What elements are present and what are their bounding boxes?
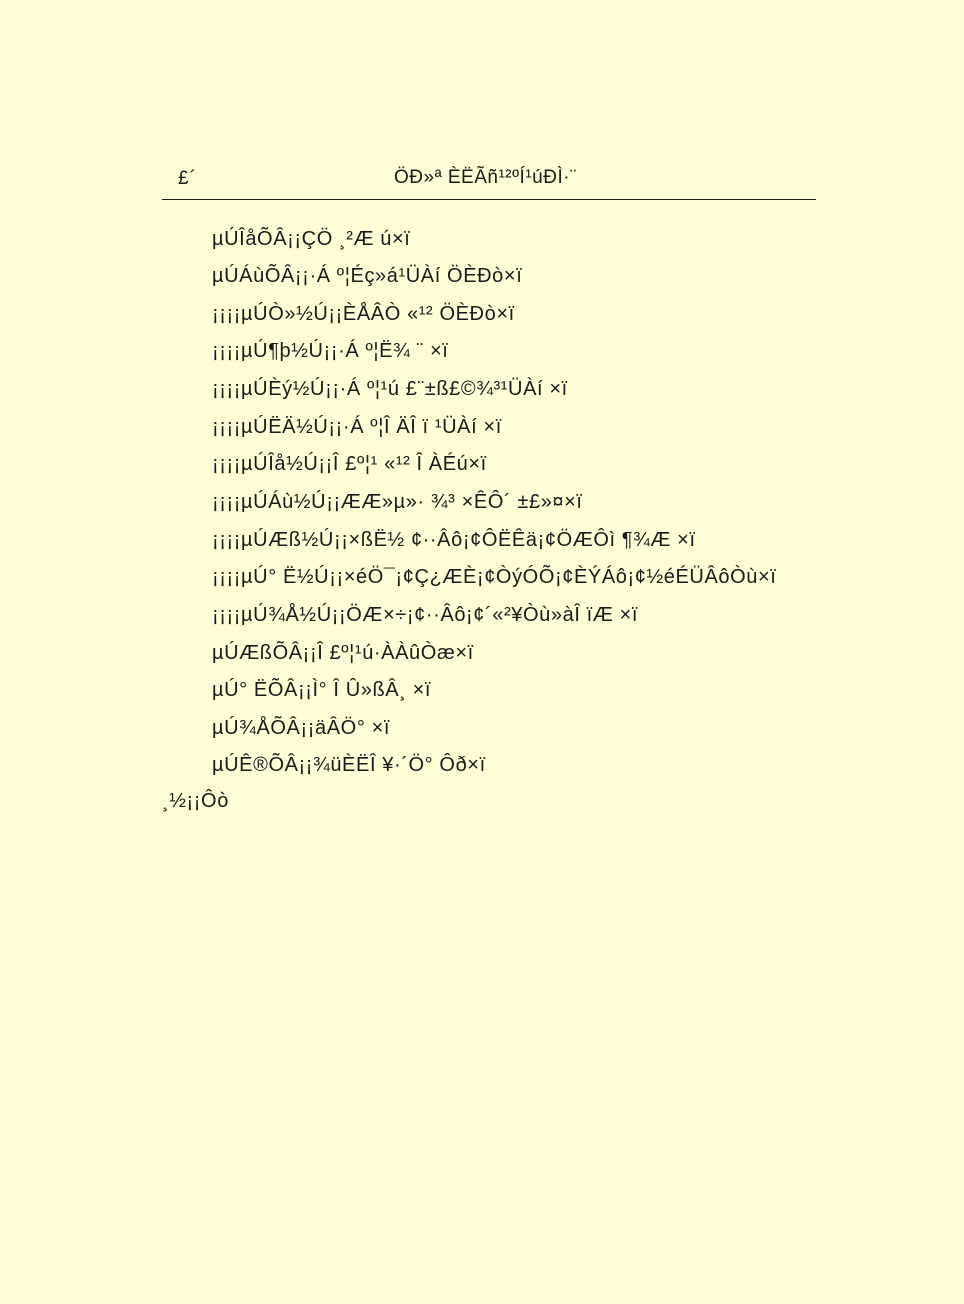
toc-chapter-5: µÚÎåÕÂ¡¡ÇÖ ¸²Æ ú×ï — [212, 228, 411, 250]
toc-chapter-10: µÚÊ®ÕÂ¡¡¾üÈËÎ ¥·´Ö° Ôð×ï — [212, 754, 486, 776]
toc-section-5: ¡¡¡¡µÚÎå½Ú¡¡Î £º¦¹ «¹² Î ÀÉú×ï — [212, 453, 487, 475]
toc-section-2: ¡¡¡¡µÚ¶þ½Ú¡¡·Á º¦Ë¾ ¨ ×ï — [212, 340, 449, 362]
toc-chapter-6: µÚÁùÕÂ¡¡·Á º¦Éç»á¹ÜÀí ÖÈÐò×ï — [212, 265, 523, 287]
toc-section-7: ¡¡¡¡µÚÆß½Ú¡¡×ßË½ ¢··Âô¡¢ÔËÊä¡¢ÖÆÔì ¶¾Æ ×ï — [212, 529, 696, 551]
header-rule — [162, 199, 816, 200]
toc-section-8: ¡¡¡¡µÚ° Ë½Ú¡¡×éÖ¯¡¢Ç¿ÆÈ¡¢ÒýÓÕ¡¢ÈÝÁô¡¢½éÉÜÂôÒù×ï — [212, 566, 777, 588]
toc-supplementary-provisions: ¸½¡¡Ôò — [162, 790, 229, 812]
toc-section-9: ¡¡¡¡µÚ¾Å½Ú¡¡ÖÆ×÷¡¢··Âô¡¢´«²¥Òù»àÎ ïÆ ×ï — [212, 604, 638, 626]
toc-section-1: ¡¡¡¡µÚÒ»½Ú¡¡ÈÅÂÒ «¹² ÖÈÐò×ï — [212, 303, 515, 325]
toc-chapter-9: µÚ¾ÅÕÂ¡¡äÂÖ° ×ï — [212, 717, 391, 739]
toc-section-6: ¡¡¡¡µÚÁù½Ú¡¡ÆÆ»µ»· ¾³ ×ÊÔ´ ±£»¤×ï — [212, 491, 583, 513]
running-title: ÖÐ»ª ÈËÃñ¹²ºÍ¹úÐÌ·¨ — [394, 167, 577, 188]
toc-chapter-8: µÚ° ËÕÂ¡¡Ì° Î Û»ßÂ¸ ×ï — [212, 679, 432, 701]
toc-section-4: ¡¡¡¡µÚËÄ½Ú¡¡·Á º¦Î ÄÎ ï ¹ÜÀí ×ï — [212, 416, 502, 438]
toc-section-3: ¡¡¡¡µÚÈý½Ú¡¡·Á º¦¹ú £¨±ß£©¾³¹ÜÀí ×ï — [212, 378, 568, 400]
toc-chapter-7: µÚÆßÕÂ¡¡Î £º¦¹ú·ÀÀûÒæ×ï — [212, 642, 474, 664]
page-number: £´ — [178, 168, 197, 189]
